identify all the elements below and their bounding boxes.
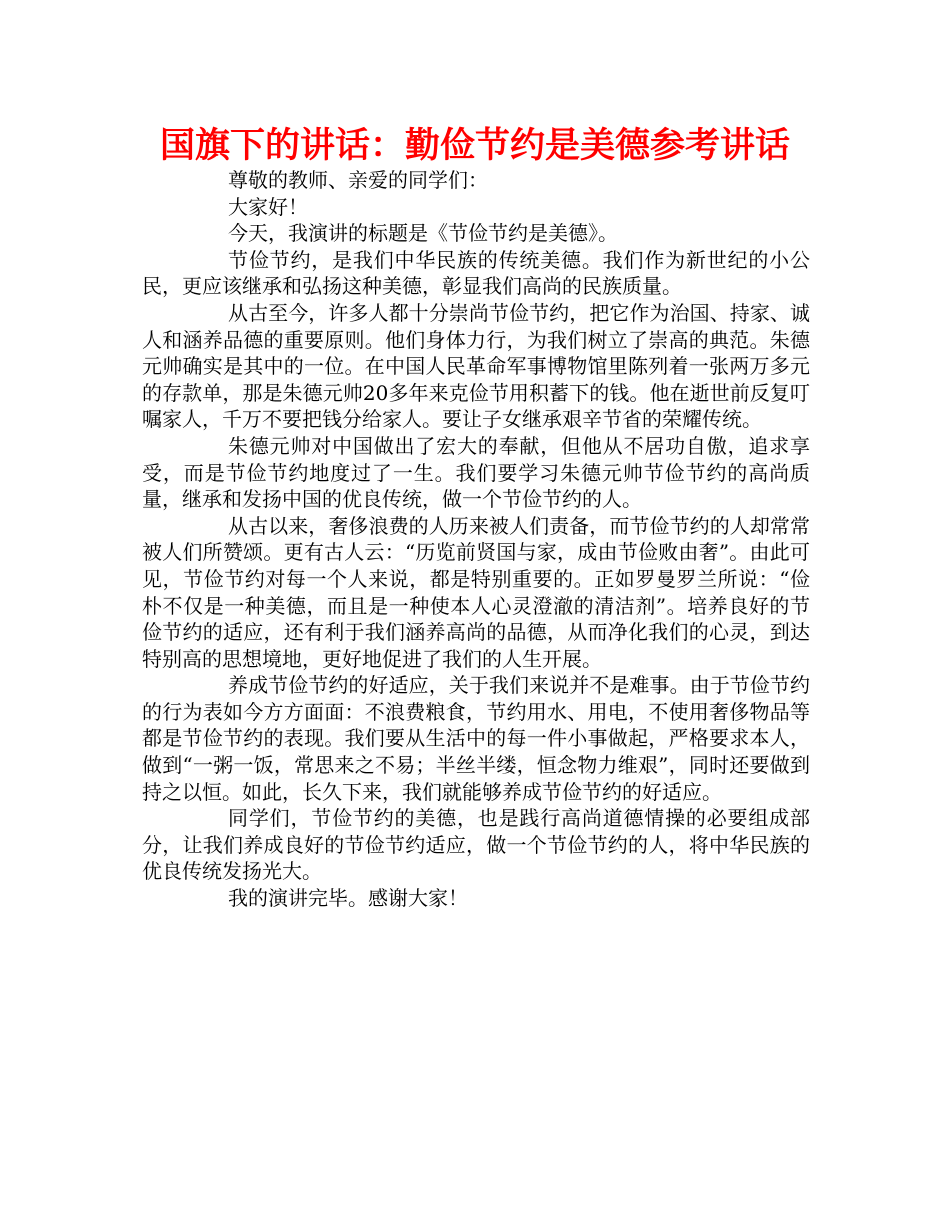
document-title: 国旗下的讲话：勤俭节约是美德参考讲话 [159,126,790,166]
paragraph-intro: 节俭节约，是我们中华民族的传统美德。我们作为新世纪的小公民，更应该继承和弘扬这种美德，彰显我们高尚的民族质量。 [142,247,810,299]
salutation: 尊敬的教师、亲爱的同学们： [228,168,488,192]
paragraph-history: 从古至今，许多人都十分崇尚节俭节约，把它作为治国、持家、诚人和涵养品德的重要原则。他们身体力行，为我们树立了崇高的典范。朱德元帅确实是其中的一位。在中国人民革命军事博物馆里陈列着一张两万多元的存款单，那是朱德元帅20多年来克俭节用积蓄下的钱。他在逝世前反复叮嘱家人，千万不要把钱分给家人。要让子女继承艰辛节省的荣耀传统。 [142,300,810,432]
closing-remarks: 我的演讲完毕。感谢大家！ [228,886,468,911]
speech-topic: 今天，我演讲的标题是《节俭节约是美德》。 [228,221,618,246]
greeting: 大家好！ [228,194,308,219]
paragraph-quotes: 从古以来，奢侈浪费的人历来被人们责备，而节俭节约的人却常常被人们所赞颂。更有古人云：“历览前贤国与家，成由节俭败由奢”。由此可见，节俭节约对每一个人来说，都是特别重要的。正如罗曼罗兰所说：“俭朴不仅是一种美德，而且是一种使本人心灵澄澈的清洁剂”。培养良好的节俭节约的适应，还有利于我们涵养高尚的品德，从而净化我们的心灵，到达特别高的思想境地，更好地促进了我们的人生开展。 [142,513,810,671]
paragraph-habits: 养成节俭节约的好适应，关于我们来说并不是难事。由于节俭节约的行为表如今方方面面：不浪费粮食，节约用水、用电，不使用奢侈物品等都是节俭节约的表现。我们要从生活中的每一件小事做起，严格要求本人，做到“一粥一饭，常思来之不易；半丝半缕，恒念物力维艰”，同时还要做到持之以恒。如此，长久下来，我们就能够养成节俭节约的好适应。 [142,673,810,804]
paragraph-call-to-action: 同学们，节俭节约的美德，也是践行高尚道德情操的必要组成部分，让我们养成良好的节俭节约适应，做一个节俭节约的人，将中华民族的优良传统发扬光大。 [142,806,810,884]
paragraph-zhu-de: 朱德元帅对中国做出了宏大的奉献，但他从不居功自傲，追求享受，而是节俭节约地度过了一生。我们要学习朱德元帅节俭节约的高尚质量，继承和发扬中国的优良传统，做一个节俭节约的人。 [142,433,810,512]
document-body [142,167,810,912]
